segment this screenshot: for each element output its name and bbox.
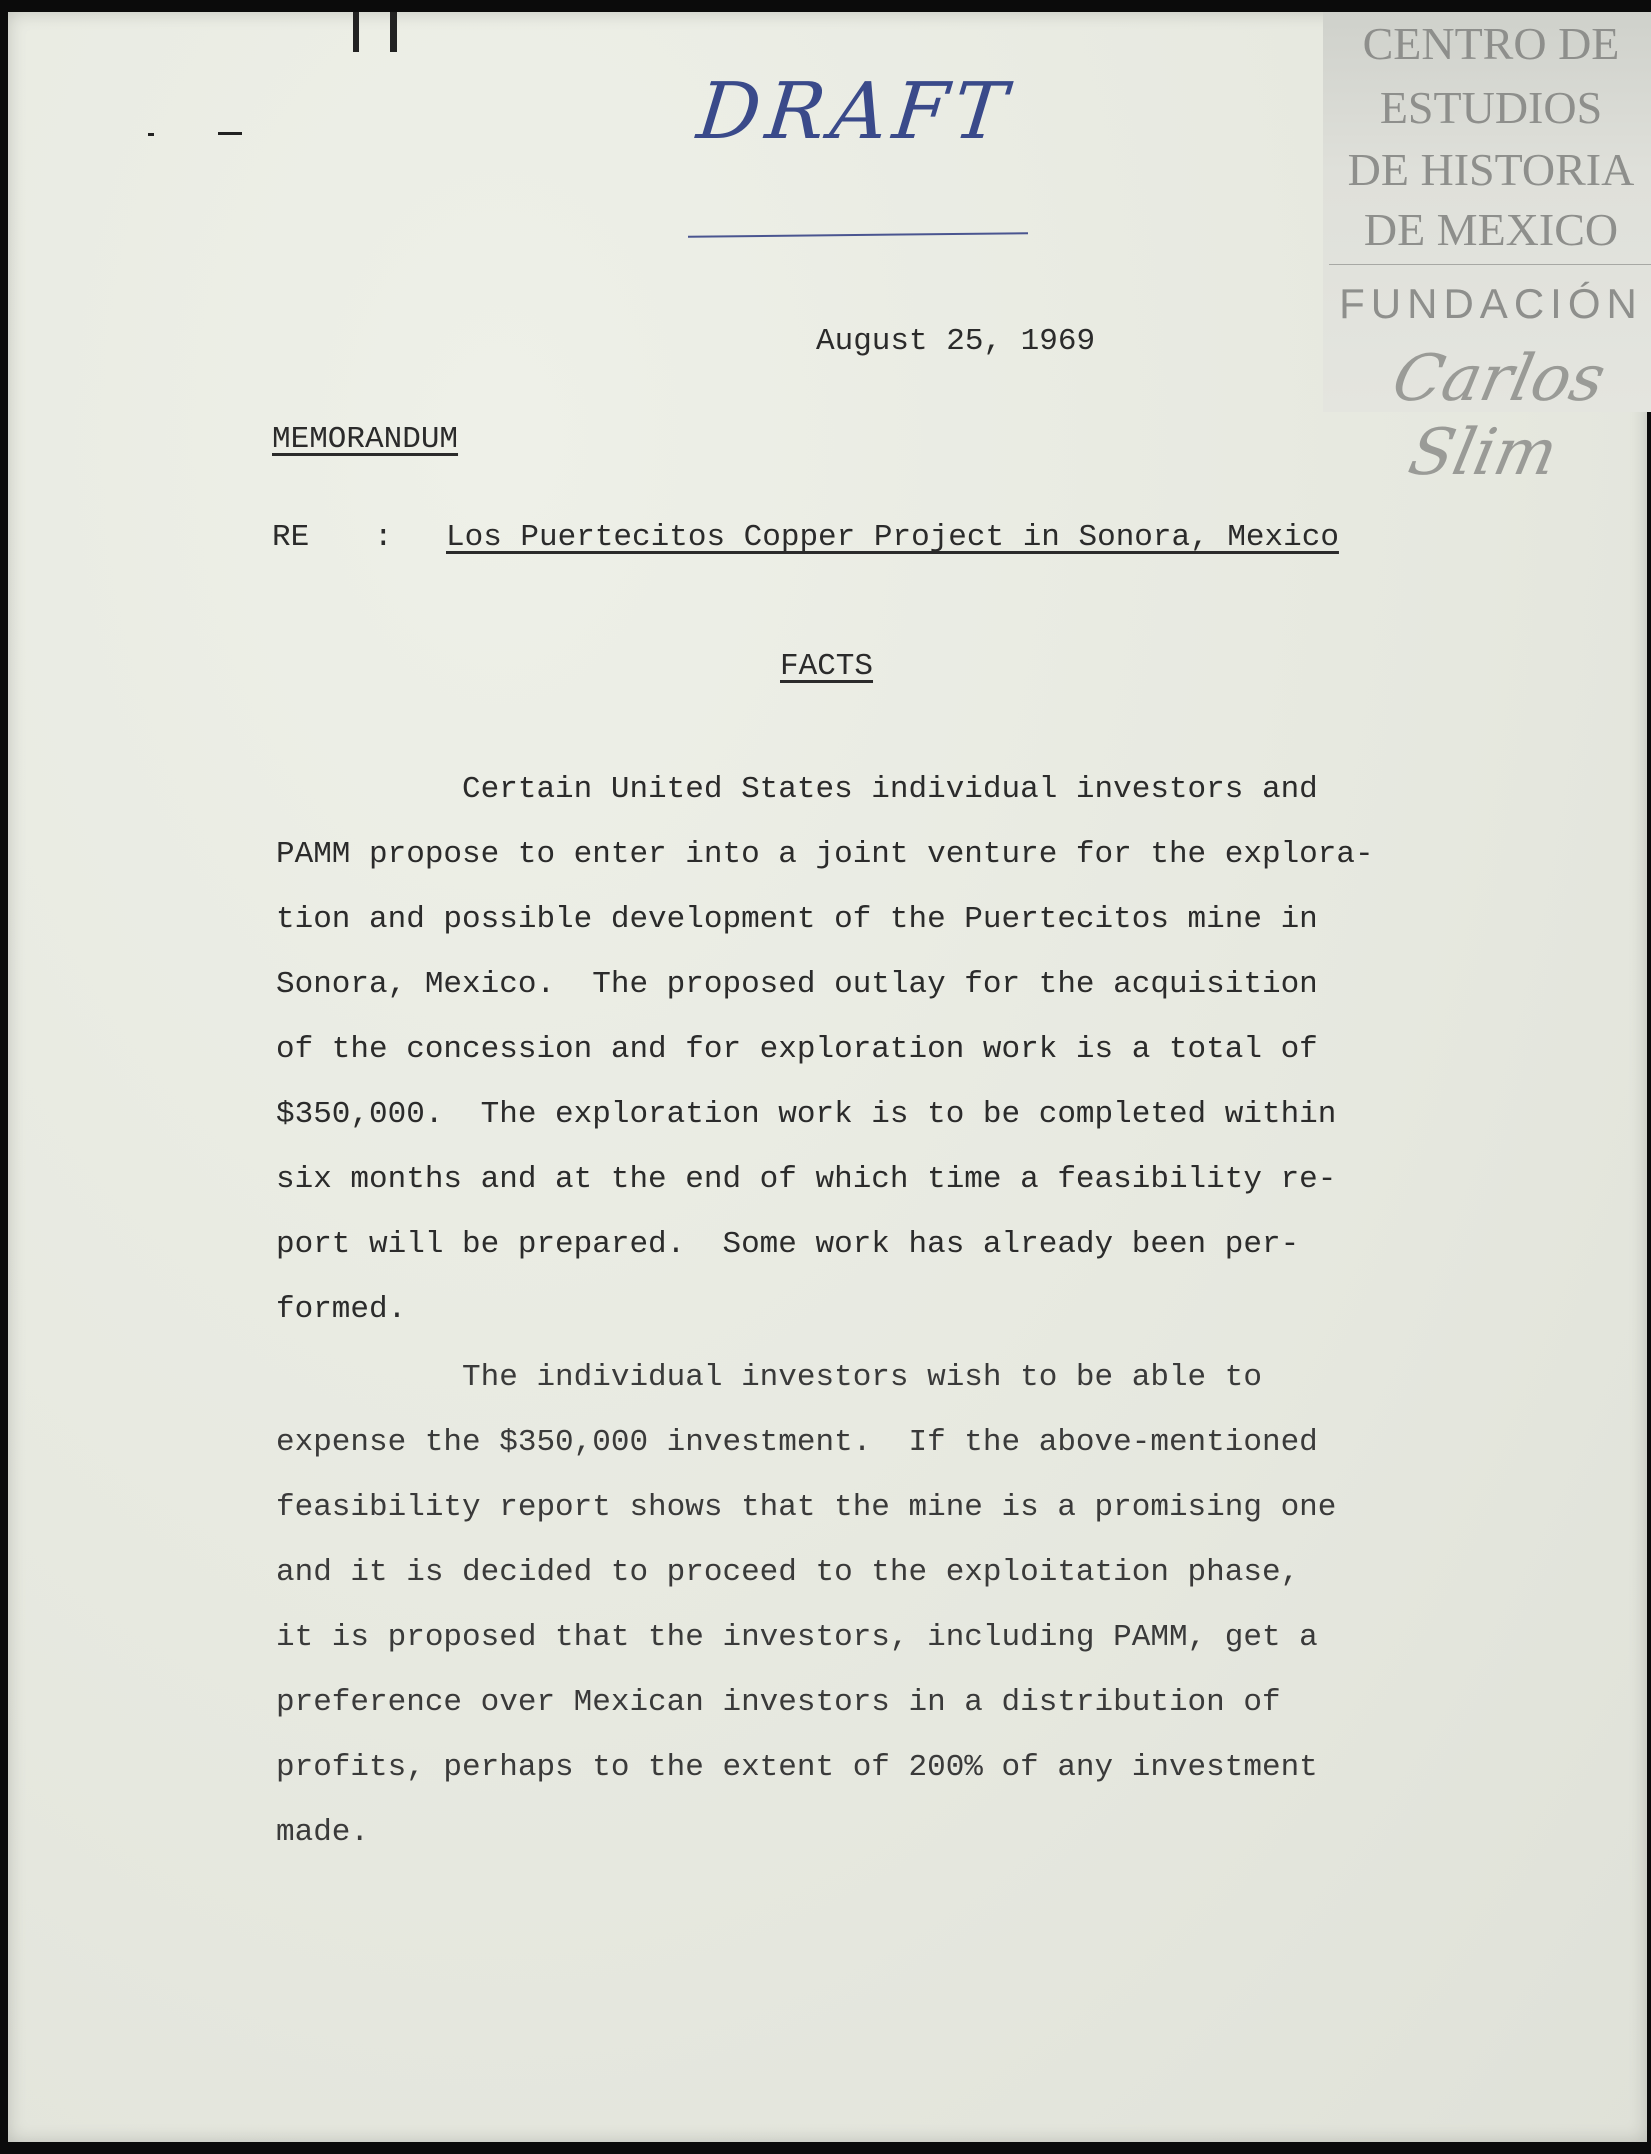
stamp-divider [1329, 264, 1651, 265]
paragraph-line: expense the $350,000 investment. If the above-mentioned [276, 1425, 1318, 1460]
memo-heading: MEMORANDUM [272, 422, 459, 457]
paragraph-line: of the concession and for exploration work is a total of [276, 1032, 1318, 1067]
re-label: RE [272, 520, 310, 555]
paragraph-line: PAMM propose to enter into a joint venture for the explora- [276, 837, 1374, 872]
stamp-foundation-label: FUNDACIÓN [1339, 280, 1643, 327]
stamp-line: CENTRO DE [1362, 18, 1620, 69]
paragraph-line: Certain United States individual investors and [276, 772, 1318, 807]
ink-mark [390, 12, 397, 52]
paragraph-line: formed. [276, 1292, 407, 1327]
facts-heading: FACTS [780, 649, 874, 684]
paragraph-line: it is proposed that the investors, including PAMM, get a [276, 1620, 1318, 1655]
stamp-line: ESTUDIOS [1379, 82, 1603, 133]
paragraph-line: feasibility report shows that the mine is a promising one [276, 1490, 1337, 1525]
stamp-line: DE MEXICO [1363, 204, 1619, 255]
re-subject: Los Puertecitos Copper Project in Sonora, Mexico [446, 520, 1339, 555]
ink-mark [148, 133, 154, 136]
ink-mark [218, 132, 242, 135]
paragraph-line: The individual investors wish to be able to [276, 1360, 1262, 1395]
draft-underline [688, 232, 1028, 238]
paragraph-line: $350,000. The exploration work is to be completed within [276, 1097, 1337, 1132]
draft-handwritten-note: DRAFT [693, 67, 1017, 157]
paragraph-line: preference over Mexican investors in a distribution of [276, 1685, 1281, 1720]
paragraph-line: Sonora, Mexico. The proposed outlay for the acquisition [276, 967, 1318, 1002]
paragraph-line: six months and at the end of which time a feasibility re- [276, 1162, 1337, 1197]
stamp-signature: Carlos Slim [1386, 342, 1612, 490]
paragraph-line: and it is decided to proceed to the exploitation phase, [276, 1555, 1300, 1590]
paragraph-line: profits, perhaps to the extent of 200% of any investment [276, 1750, 1318, 1785]
document-page [8, 12, 1647, 2142]
paragraph-line: port will be prepared. Some work has already been per- [276, 1227, 1300, 1262]
stamp-line: DE HISTORIA [1347, 144, 1635, 195]
paragraph-line: made. [276, 1815, 370, 1850]
paragraph-line: tion and possible development of the Puertecitos mine in [276, 902, 1318, 937]
memo-date: August 25, 1969 [816, 324, 1096, 359]
archive-stamp [1323, 12, 1651, 490]
re-colon: : [374, 520, 393, 555]
ink-mark [353, 12, 359, 52]
